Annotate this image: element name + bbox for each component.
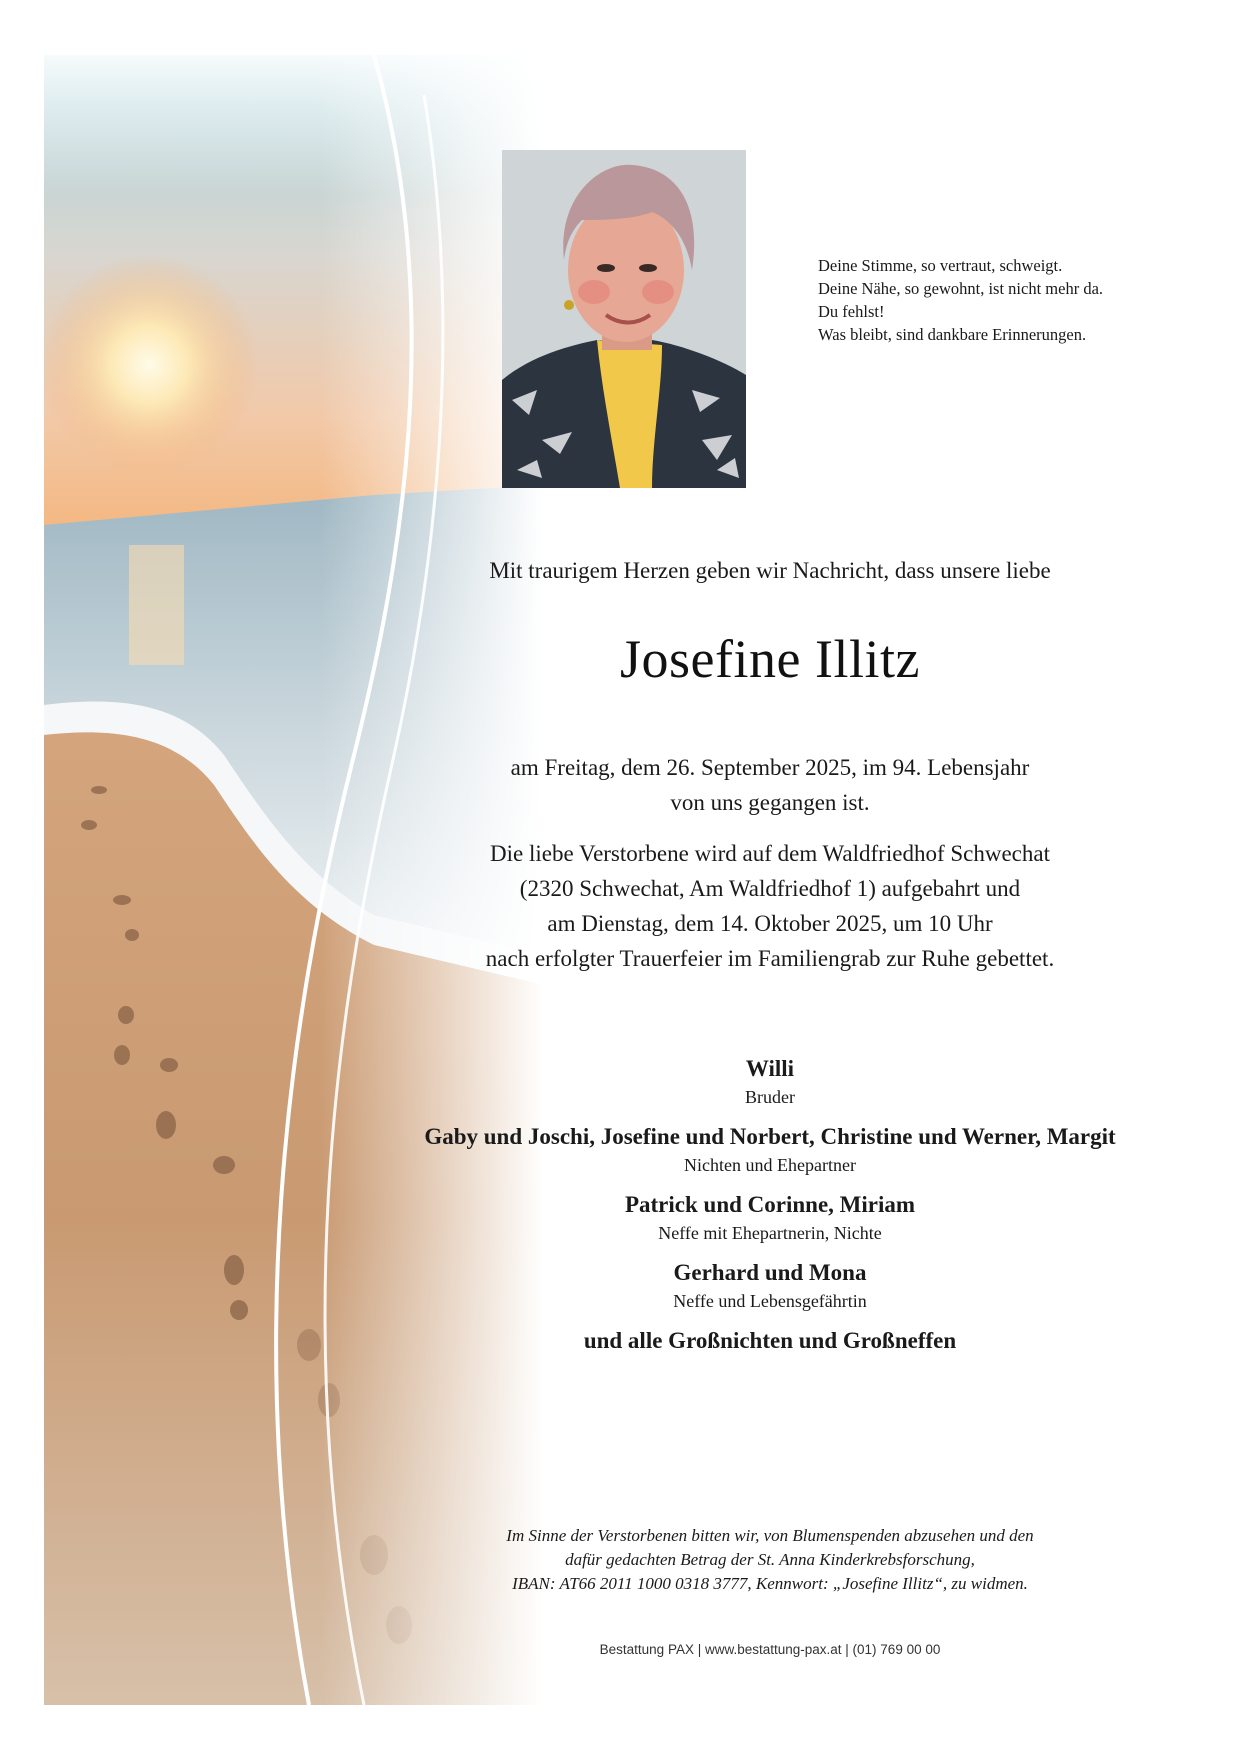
poem-line: Deine Stimme, so vertraut, schweigt. xyxy=(818,256,1063,275)
mourner-relation: Nichten und Ehepartner xyxy=(684,1155,856,1175)
intro-text: Mit traurigem Herzen geben wir Nachricht, dass unsere liebe xyxy=(489,558,1051,583)
deceased-name: Josefine Illitz xyxy=(620,629,920,689)
mourner-names: Gerhard und Mona xyxy=(673,1260,867,1285)
funeral-home-footer: Bestattung PAX | www.bestattung-pax.at | (01) 769 00 00 xyxy=(599,1642,941,1657)
poem-line: Was bleibt, sind dankbare Erinnerungen. xyxy=(818,325,1087,344)
donation-line: IBAN: AT66 2011 1000 0318 3777, Kennwort: „Josefine Illitz“, zu widmen. xyxy=(512,1574,1028,1593)
mourner-names: Willi xyxy=(745,1056,795,1081)
burial-info xyxy=(340,836,1200,976)
mourner-relation: Bruder xyxy=(745,1087,795,1107)
death-notice-line: von uns gegangen ist. xyxy=(670,790,870,815)
donation-line: dafür gedachten Betrag der St. Anna Kinderkrebsforschung, xyxy=(565,1550,975,1569)
mourner-relation: Neffe und Lebensgefährtin xyxy=(673,1291,867,1311)
death-notice-line: am Freitag, dem 26. September 2025, im 94. Lebensjahr xyxy=(510,755,1030,780)
donation-line: Im Sinne der Verstorbenen bitten wir, von Blumenspenden abzusehen und den xyxy=(506,1526,1034,1545)
poem-line: Du fehlst! xyxy=(818,302,885,321)
memorial-poem xyxy=(818,254,1178,346)
poem-line: Deine Nähe, so gewohnt, ist nicht mehr da. xyxy=(818,279,1104,298)
mourners-list xyxy=(340,1053,1200,1357)
mourner-names: Patrick und Corinne, Miriam xyxy=(624,1192,916,1217)
burial-line: nach erfolgter Trauerfeier im Familiengrab zur Ruhe gebettet. xyxy=(485,946,1055,971)
donation-request xyxy=(380,1524,1160,1596)
mourners-final-line: und alle Großnichten und Großneffen xyxy=(583,1328,957,1353)
burial-line: (2320 Schwechat, Am Waldfriedhof 1) aufgebahrt und xyxy=(519,876,1021,901)
portrait-photo xyxy=(502,150,746,488)
death-notice xyxy=(340,750,1200,820)
burial-line: Die liebe Verstorbene wird auf dem Waldfriedhof Schwechat xyxy=(490,841,1050,866)
mourner-names: Gaby und Joschi, Josefine und Norbert, Christine und Werner, Margit xyxy=(424,1124,1116,1149)
mourner-relation: Neffe mit Ehepartnerin, Nichte xyxy=(658,1223,882,1243)
burial-line: am Dienstag, dem 14. Oktober 2025, um 10 Uhr xyxy=(547,911,993,936)
